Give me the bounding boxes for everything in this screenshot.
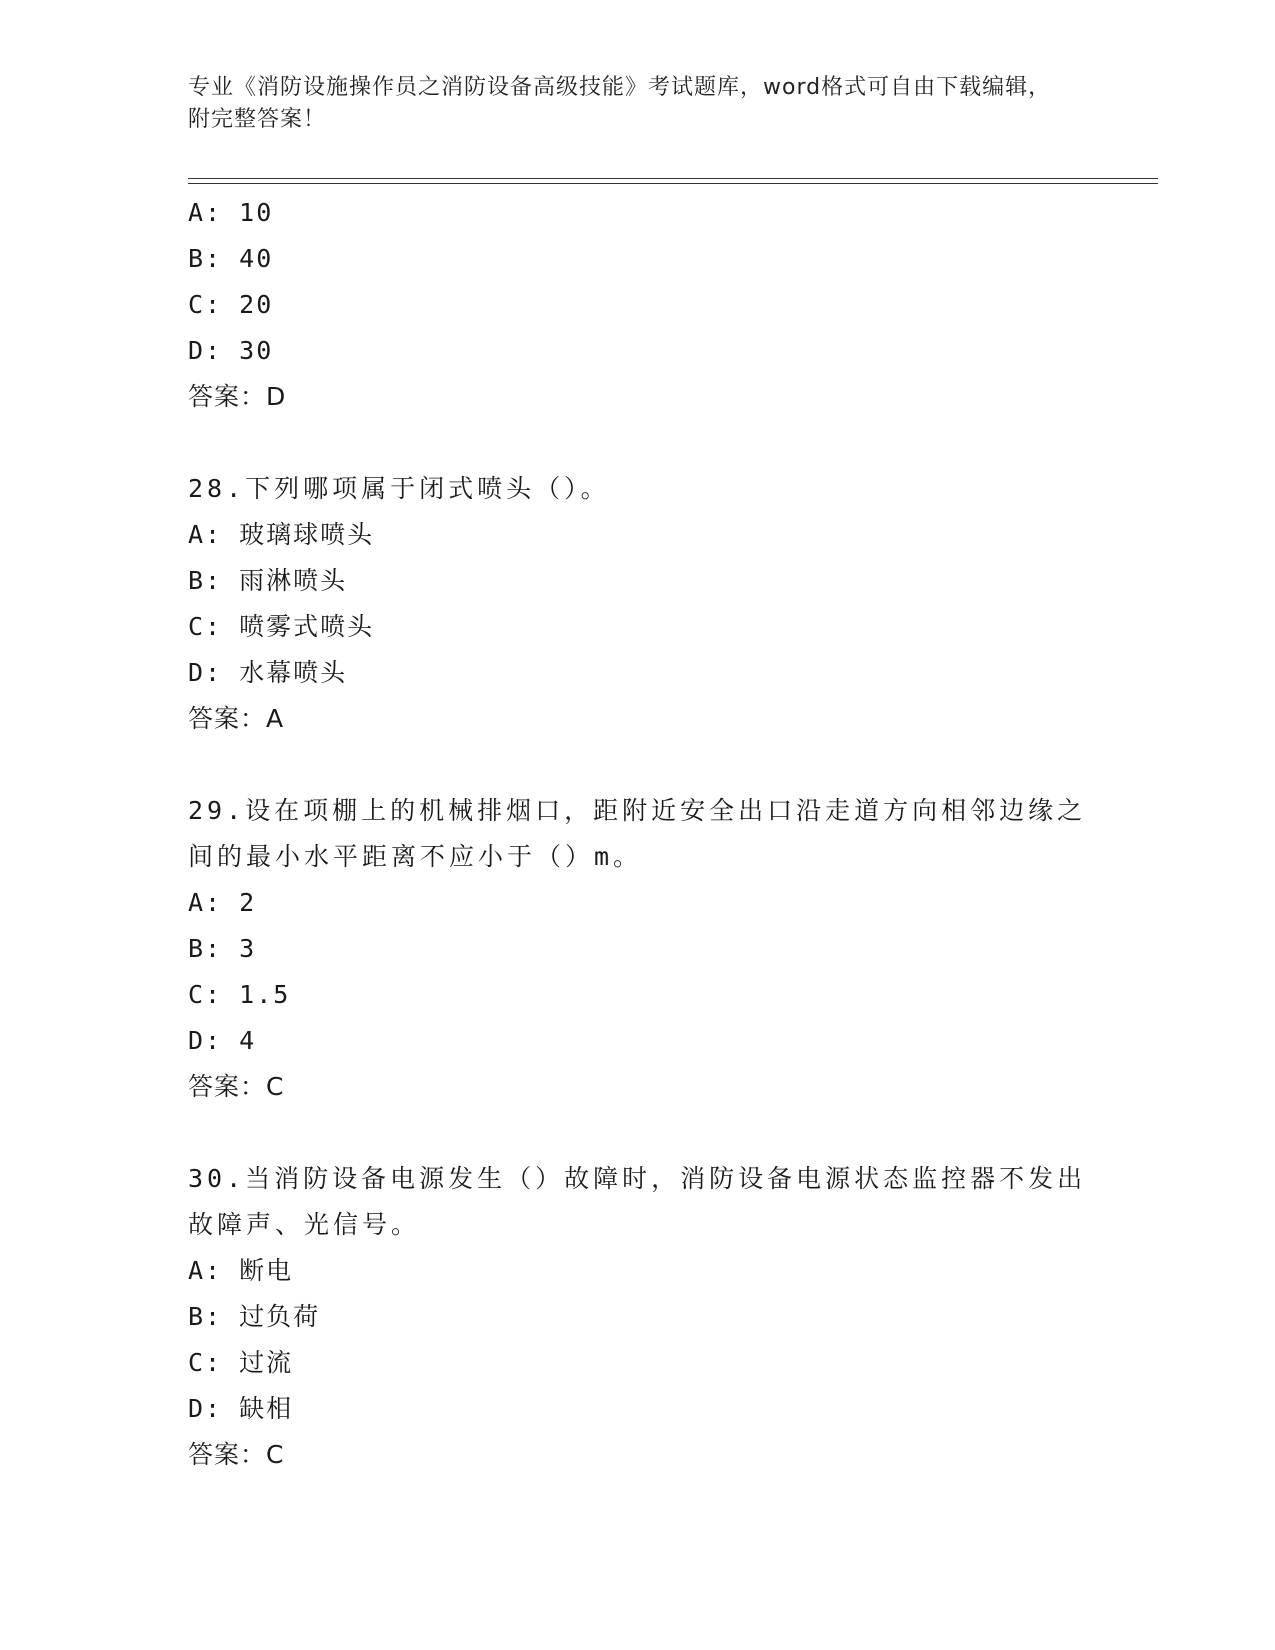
page-header: 专业《消防设施操作员之消防设备高级技能》考试题库，word格式可自由下载编辑，附完整答案！ xyxy=(188,75,1052,132)
option-b: B: 40 xyxy=(188,244,274,273)
question-block xyxy=(188,190,1088,420)
option-a: A: 10 xyxy=(188,198,274,227)
answer-line: 答案：C xyxy=(188,1440,285,1469)
option-c: C: 20 xyxy=(188,290,274,319)
answer-line: 答案：D xyxy=(188,382,287,411)
option-b: B: 3 xyxy=(188,934,257,963)
option-c: C: 过流 xyxy=(188,1348,294,1377)
header-divider xyxy=(188,178,1158,184)
option-c: C: 喷雾式喷头 xyxy=(188,612,375,641)
option-d: D: 水幕喷头 xyxy=(188,658,348,687)
option-c: C: 1.5 xyxy=(188,980,291,1009)
option-a: A: 玻璃球喷头 xyxy=(188,520,375,549)
question-text: 29.设在项棚上的机械排烟口，距附近安全出口沿走道方向相邻边缘之间的最小水平距离不应小于（）m。 xyxy=(188,796,1087,871)
spacer xyxy=(188,420,1088,466)
question-list xyxy=(188,190,1088,1478)
question-block xyxy=(188,788,1088,1110)
question-block xyxy=(188,1156,1088,1478)
spacer xyxy=(188,742,1088,788)
question-text: 28.下列哪项属于闭式喷头（）。 xyxy=(188,474,610,503)
option-a: A: 断电 xyxy=(188,1256,294,1285)
question-block xyxy=(188,466,1088,742)
option-d: D: 30 xyxy=(188,336,274,365)
answer-line: 答案：C xyxy=(188,1072,285,1101)
option-d: D: 缺相 xyxy=(188,1394,294,1423)
question-text: 30.当消防设备电源发生（）故障时，消防设备电源状态监控器不发出故障声、光信号。 xyxy=(188,1164,1087,1239)
answer-line: 答案：A xyxy=(188,704,285,733)
option-b: B: 雨淋喷头 xyxy=(188,566,348,595)
option-d: D: 4 xyxy=(188,1026,257,1055)
option-a: A: 2 xyxy=(188,888,257,917)
option-b: B: 过负荷 xyxy=(188,1302,321,1331)
spacer xyxy=(188,1110,1088,1156)
